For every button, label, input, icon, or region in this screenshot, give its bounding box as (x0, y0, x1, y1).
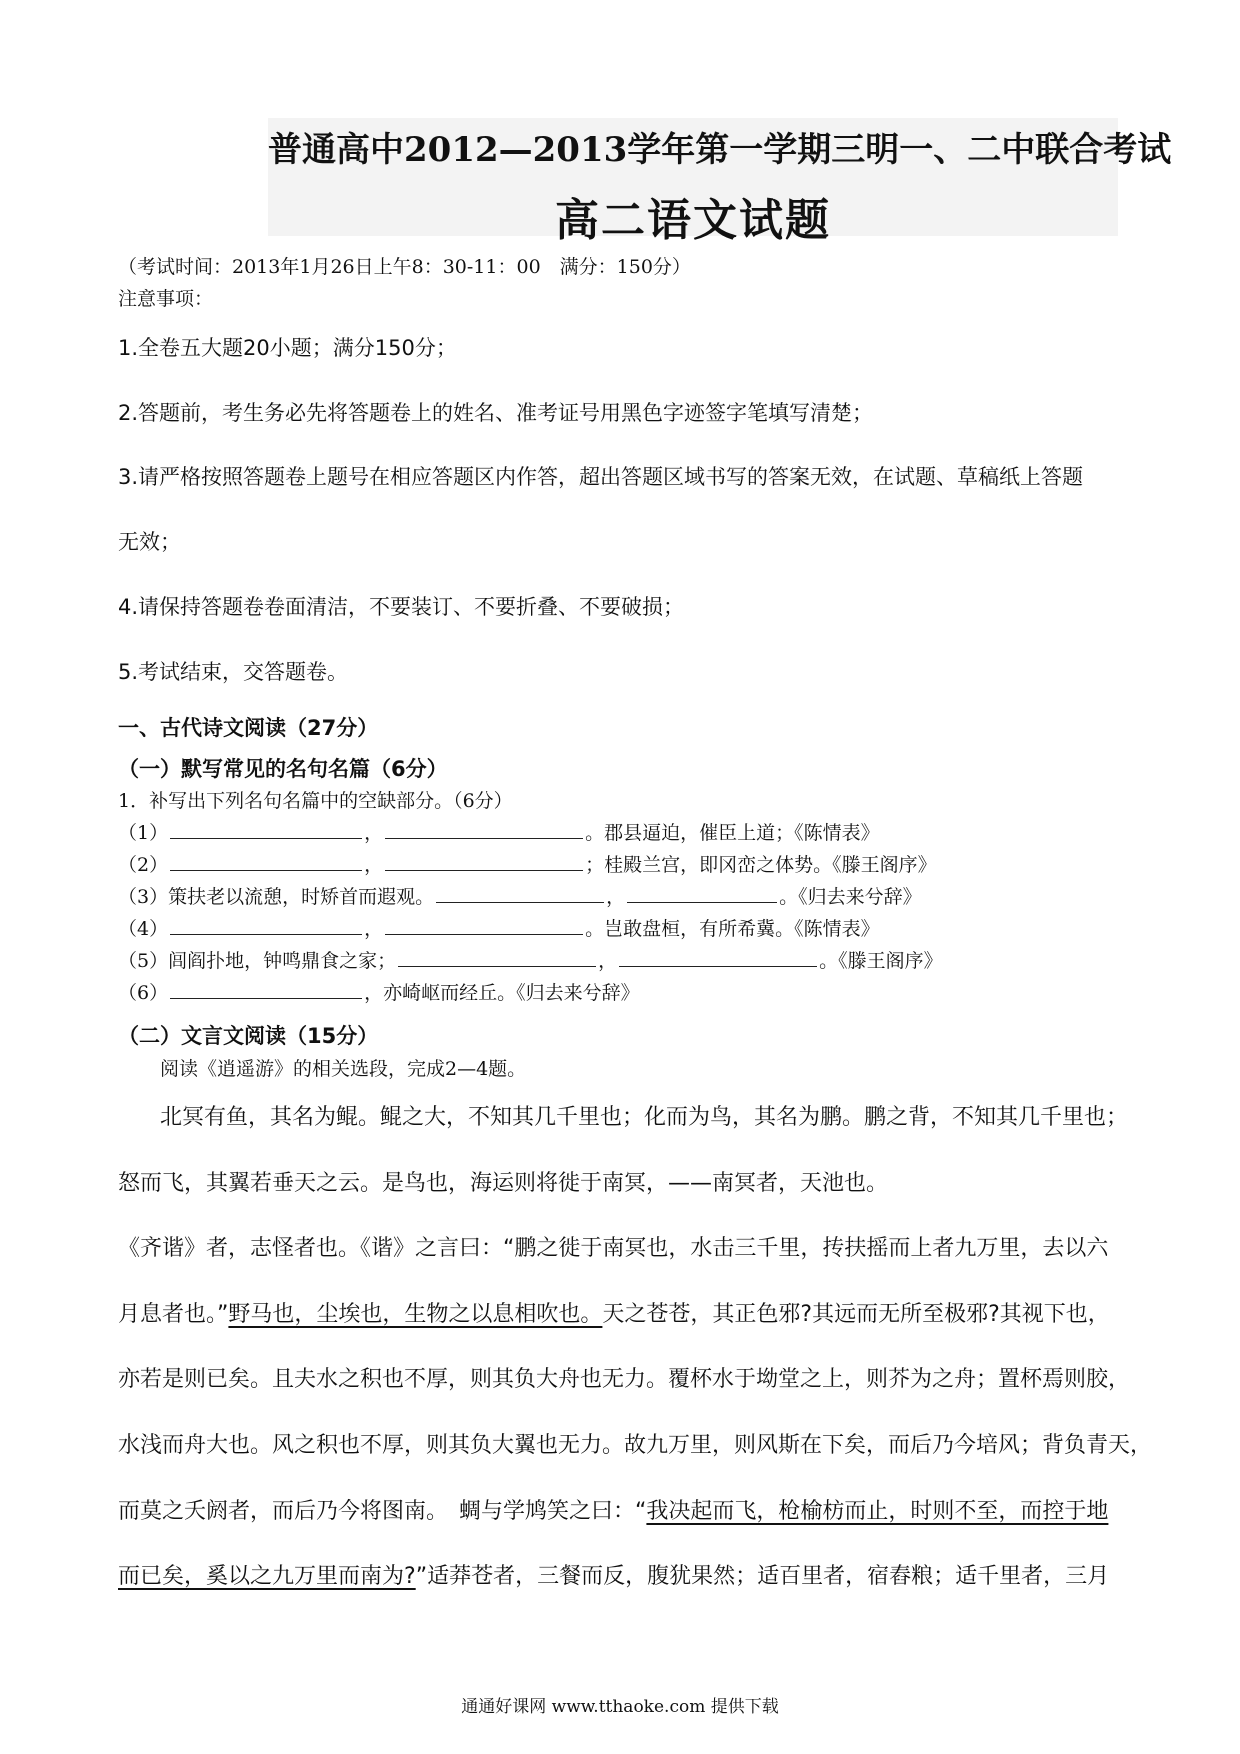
answer-blank[interactable] (170, 820, 362, 839)
notice-item: 2.答题前，考生务必先将答题卷上的姓名、准考证号用黑色字迹签字笔填写清楚； (118, 401, 874, 425)
fill-item-5 (118, 946, 943, 973)
passage-line: 水浅而舟大也。风之积也不厚，则其负大翼也无力。故九万里，则风斯在下矣，而后乃今培风；背负青天， (118, 1433, 1153, 1458)
answer-blank[interactable] (627, 884, 777, 903)
answer-blank[interactable] (170, 916, 362, 935)
item-number: （6） (118, 982, 169, 1004)
answer-blank[interactable] (170, 980, 362, 999)
answer-blank[interactable] (436, 884, 604, 903)
reading-prompt: 阅读《逍遥游》的相关选段，完成2—4题。 (160, 1058, 527, 1080)
notice-item: 无效； (118, 530, 181, 554)
passage-line (118, 1494, 1108, 1525)
comma: ， (364, 822, 384, 844)
comma: ， (364, 854, 384, 876)
item-tail: 。《归去来兮辞》 (779, 886, 922, 908)
part-heading: （一）默写常见的名句名篇（6分） (118, 757, 448, 781)
passage-line: 《齐谐》者，志怪者也。《谐》之言曰：“鹏之徙于南冥也，水击三千里，抟扶摇而上者九万里，去以六 (118, 1236, 1109, 1261)
item-tail: 。岂敢盘桓，有所希冀。《陈情表》 (585, 918, 880, 940)
question-prompt: 1．补写出下列名句名篇中的空缺部分。（6分） (118, 790, 513, 812)
item-number: （4） (118, 918, 169, 940)
item-tail: 。《滕王阁序》 (819, 950, 943, 972)
passage-text: ”适莽苍者，三餐而反，腹犹果然；适百里者，宿舂粮；适千里者，三月 (415, 1564, 1110, 1589)
underlined-sentence: 而已矣，奚以之九万里而南为? (118, 1564, 416, 1589)
passage-line: 亦若是则已矣。且夫水之积也不厚，则其负大舟也无力。覆杯水于坳堂之上，则芥为之舟；置杯焉则胶， (118, 1367, 1131, 1392)
fill-item-2 (118, 850, 937, 877)
underlined-sentence: 野马也，尘埃也，生物之以息相吹也。 (228, 1302, 603, 1327)
passage-text: 天之苍苍，其正色邪?其远而无所至极邪?其视下也， (602, 1302, 1110, 1327)
passage-text: 月息者也。” (118, 1302, 229, 1327)
answer-blank[interactable] (170, 852, 362, 871)
item-number: （1） (118, 822, 169, 844)
answer-blank[interactable] (398, 948, 596, 967)
comma: ， (364, 918, 384, 940)
answer-blank[interactable] (385, 916, 583, 935)
item-head: （3）策扶老以流憩，时矫首而遐观。 (118, 886, 435, 908)
item-tail: 。郡县逼迫，催臣上道；《陈情表》 (585, 822, 880, 844)
notice-item: 5.考试结束，交答题卷。 (118, 660, 349, 684)
notice-item: 4.请保持答题卷卷面清洁，不要装订、不要折叠、不要破损； (118, 595, 685, 619)
fill-item-1 (118, 818, 880, 845)
fill-item-6 (118, 978, 640, 1005)
item-number: （2） (118, 854, 169, 876)
notice-item: 1.全卷五大题20小题；满分150分； (118, 336, 457, 360)
passage-line: 怒而飞，其翼若垂天之云。是鸟也，海运则将徙于南冥，——南冥者，天池也。 (118, 1171, 889, 1196)
passage-line (118, 1559, 1109, 1590)
exam-title: 普通高中2012—2013学年第一学期三明一、二中联合考试 (268, 130, 1172, 170)
answer-blank[interactable] (385, 852, 583, 871)
fill-item-4 (118, 914, 880, 941)
passage-line (118, 1297, 1110, 1328)
footer-credit: 通通好课网 www.tthaoke.com 提供下载 (461, 1697, 779, 1717)
answer-blank[interactable] (619, 948, 817, 967)
item-tail: ，亦崎岖而经丘。《归去来兮辞》 (364, 982, 640, 1004)
answer-blank[interactable] (385, 820, 583, 839)
item-head: （5）闾阎扑地，钟鸣鼎食之家； (118, 950, 397, 972)
notice-label: 注意事项： (118, 288, 214, 310)
exam-subtitle: 高二语文试题 (555, 195, 831, 246)
comma: ， (606, 886, 626, 908)
passage-text: 而莫之夭阏者，而后乃今将图南。 蜩与学鸠笑之曰：“ (118, 1499, 647, 1524)
part-heading: （二）文言文阅读（15分） (118, 1024, 379, 1048)
section-heading: 一、古代诗文阅读（27分） (118, 716, 379, 740)
underlined-sentence: 我决起而飞，枪榆枋而止，时则不至，而控于地 (646, 1499, 1109, 1524)
notice-item: 3.请严格按照答题卷上题号在相应答题区内作答，超出答题区域书写的答案无效，在试题、草稿纸上答题 (118, 465, 1084, 489)
passage-line: 北冥有鱼，其名为鲲。鲲之大，不知其几千里也；化而为鸟，其名为鹏。鹏之背，不知其几千里也； (160, 1105, 1129, 1130)
comma: ， (598, 950, 618, 972)
item-tail: ；桂殿兰宫，即冈峦之体势。《滕王阁序》 (585, 854, 937, 876)
fill-item-3 (118, 882, 922, 909)
exam-info: （考试时间：2013年1月26日上午8：30-11：00 满分：150分） (118, 256, 691, 278)
